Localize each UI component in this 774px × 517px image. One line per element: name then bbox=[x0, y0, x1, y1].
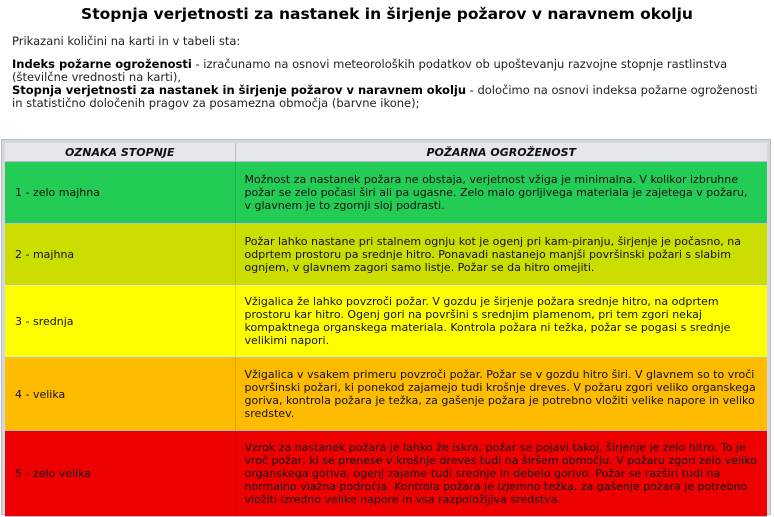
page-title: Stopnja verjetnosti za nastanek in širjenje požarov v naravnem okolju bbox=[81, 5, 693, 23]
description-cell: Možnost za nastanek požara ne obstaja, verjetnost vžiga je minimalna. V kolikor izbruhne požar se zelo počasi širi ali pa ugasne. Zelo malo gorljivega materiala je zajetega v požaru, v glavnem je to zgornji sloj podrasti. bbox=[235, 162, 767, 224]
level-cell: 5 - zelo velika bbox=[5, 431, 235, 517]
level-cell: 1 - zelo majhna bbox=[5, 162, 235, 224]
column-header-level: OZNAKA STOPNJE bbox=[5, 143, 235, 162]
table-row bbox=[5, 431, 767, 517]
table-row bbox=[5, 162, 767, 224]
level-cell: 4 - velika bbox=[5, 358, 235, 431]
intro-item-index-text: - izračunamo na osnovi meteoroloških podatkov ob upoštevanju razvojne stopnje rastlinstva (številčne vrednosti na karti), bbox=[12, 57, 728, 84]
intro-item-level-text: - določimo na osnovi indeksa požarne ogroženosti in statistično določenih pragov za posamezna območja (barvne ikone); bbox=[12, 83, 758, 110]
level-cell: 2 - majhna bbox=[5, 224, 235, 285]
intro-item-index-term: Indeks požarne ogroženosti bbox=[12, 57, 192, 71]
description-cell: Vzrok za nastanek požara je lahko že iskra, požar se pojavi takoj, širjenje je zelo hitro. To je vroč požar, ki se prenese v krošnje dreves tudi na širšem območju. V požaru zgori zelo veliko organskega goriva, ogenj zajame tudi srednje in debelo gorivo. Požar se razširi tudi na normalno vlažna področja. Kontrola požara je izjemno težka, za gašenje požara je potrebno vložiti izredno velike napore in vsa razpoložljiva sredstva. bbox=[235, 431, 767, 517]
intro-text bbox=[12, 35, 762, 110]
table-row bbox=[5, 358, 767, 431]
table-row bbox=[5, 224, 767, 285]
description-cell: Požar lahko nastane pri stalnem ognju kot je ogenj pri kam-piranju, širjenje je počasno, na odprtem prostoru pa srednje hitro. Ponavadi nastanejo manjši površinski požari s slabim ognjem, v glavnem zagori samo listje. Požar se da hitro omejiti. bbox=[235, 224, 767, 285]
danger-table bbox=[5, 143, 767, 517]
column-header-danger: POŽARNA OGROŽENOST bbox=[235, 143, 767, 162]
description-cell: Vžigalica v vsakem primeru povzroči požar. Požar se v gozdu hitro širi. V glavnem so to vroči površinski požari, ki ponekod zajamejo tudi krošnje dreves. V požaru zgori veliko organskega goriva, kontrola požara je težka, za gašenje požara je potrebno vložiti velike napore in veliko sredstev. bbox=[235, 358, 767, 431]
danger-table-container bbox=[1, 139, 771, 515]
description-cell: Vžigalica že lahko povzroči požar. V gozdu je širjenje požara srednje hitro, na odprtem prostoru kar hitro. Ogenj gori na površini s srednjim plamenom, pri tem zgori nekaj kompaktnega organskega materiala. Kontrola požara ni težka, požar se pogasi s srednje velikimi napori. bbox=[235, 285, 767, 358]
table-header-row bbox=[5, 143, 767, 162]
table-row bbox=[5, 285, 767, 358]
level-cell: 3 - srednja bbox=[5, 285, 235, 358]
intro-item-level-term: Stopnja verjetnosti za nastanek in širjenje požarov v naravnem okolju bbox=[12, 83, 467, 97]
intro-item-level bbox=[12, 84, 762, 110]
intro-item-index bbox=[12, 58, 762, 84]
intro-lead: Prikazani količini na karti in v tabeli sta: bbox=[12, 34, 241, 48]
